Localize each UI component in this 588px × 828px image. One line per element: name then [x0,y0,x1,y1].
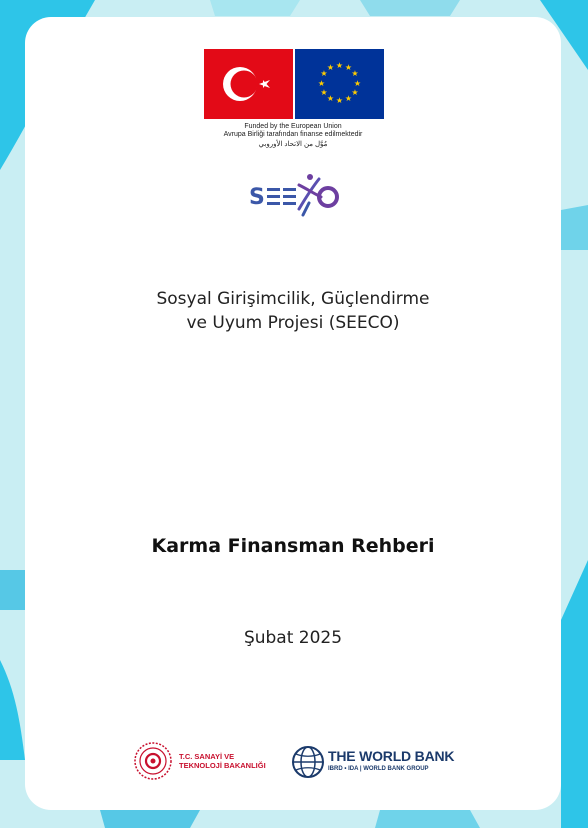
document-title: Karma Finansman Rehberi [151,535,435,557]
svg-text:★: ★ [326,63,335,72]
svg-text:★: ★ [320,88,328,97]
ministry-line-1: T.C. SANAYİ VE [179,752,235,761]
ministry-name [179,752,266,770]
svg-text:★: ★ [344,94,353,103]
world-bank-globe-icon [291,745,325,779]
svg-text:★: ★ [344,63,353,72]
world-bank-logo [291,745,461,781]
world-bank-subline: IBRD • IDA | WORLD BANK GROUP [328,766,429,772]
svg-text:★: ★ [320,69,328,78]
ministry-seal-icon [133,741,173,781]
ministry-logo [133,741,273,781]
funding-line-en: Funded by the European Union [244,123,342,130]
project-line-2: ve Uyum Projesi (SEECO) [186,313,400,333]
funding-line-ar: مُوَّل من الاتحاد الأوروبي [258,141,328,148]
svg-text:★: ★ [353,79,362,88]
project-name [25,287,561,335]
cover-card [25,17,561,810]
seeco-wordmark [249,174,337,215]
project-line-1: Sosyal Girişimcilik, Güçlendirme [156,289,430,309]
svg-text:★: ★ [317,79,326,88]
svg-text:★: ★ [335,96,344,105]
document-date: Şubat 2025 [243,628,343,648]
svg-text:★: ★ [351,69,359,78]
svg-text:S: S [249,185,265,210]
funding-line-tr: Avrupa Birliği tarafından finanse edilmektedir [223,131,363,138]
world-bank-name: THE WORLD BANK [328,748,455,764]
svg-text:★: ★ [326,94,335,103]
ministry-line-2: TEKNOLOJİ BAKANLIĞI [179,761,266,770]
seeco-logo [247,171,339,221]
svg-text:★: ★ [335,61,344,70]
svg-text:★: ★ [351,88,359,97]
eu-flag-icon [295,49,384,119]
funding-flags [204,49,384,119]
turkey-flag-icon [204,49,293,119]
